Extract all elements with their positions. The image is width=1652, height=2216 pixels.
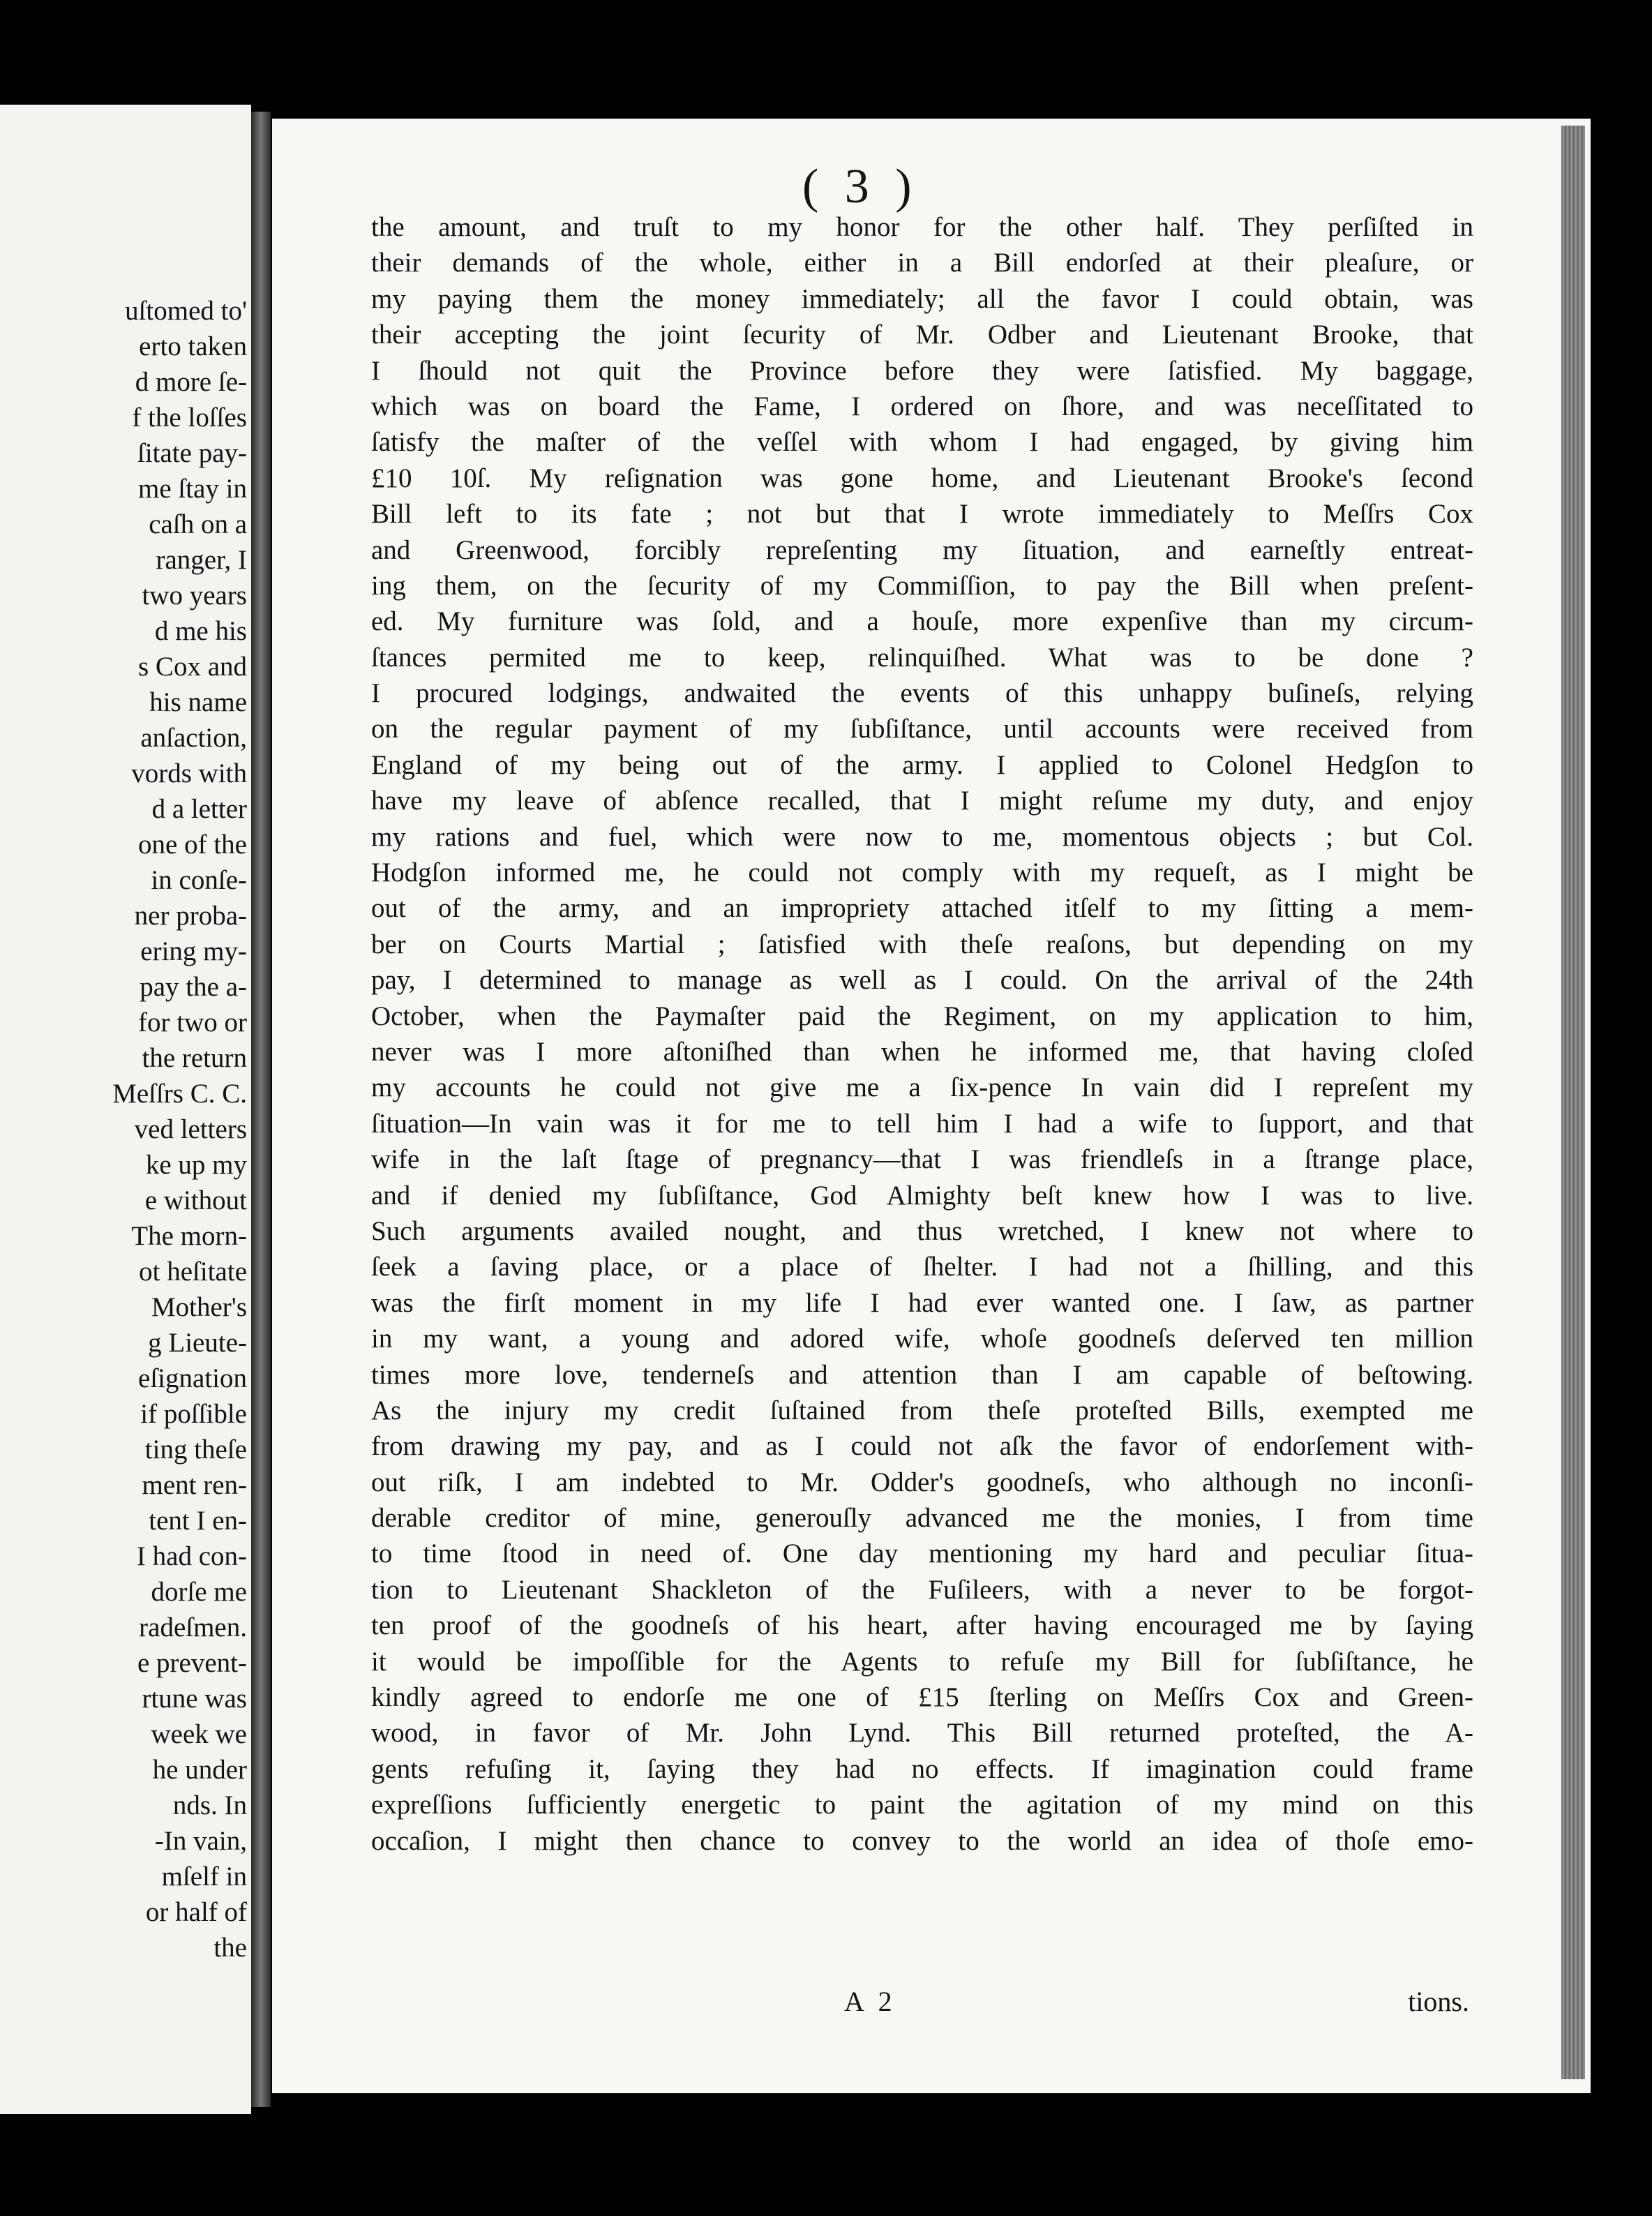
text-line: wife in the laſt ſtage of pregnancy—that I was friendleſs in a ſtrange place, — [371, 1144, 1473, 1175]
left-page-line: week we — [151, 1719, 247, 1749]
text-line: my accounts he could not give me a ſix-pence In vain did I repreſent my — [371, 1072, 1473, 1103]
body-text — [371, 209, 1473, 1859]
text-line: kindly agreed to endorſe me one of £15 ſterling on Meſſrs Cox and Green- — [371, 1682, 1473, 1713]
left-page-line: rtune was — [142, 1684, 247, 1714]
text-line: and Greenwood, forcibly repreſenting my ſituation, and earneſtly entreat- — [371, 534, 1473, 565]
text-line: ſituation—In vain was it for me to tell him I had a wife to ſupport, and that — [371, 1108, 1473, 1139]
text-line: ten proof of the goodneſs of his heart, after having encouraged me by ſaying — [371, 1610, 1473, 1641]
left-page-line: ner proba- — [134, 901, 247, 931]
text-line: out of the army, and an impropriety attached itſelf to my ſitting a mem- — [371, 893, 1473, 924]
left-page-line: -In vain, — [154, 1826, 247, 1856]
text-line: my rations and fuel, which were now to me, momentous objects ; but Col. — [371, 821, 1473, 852]
left-page-line: d more ſe- — [135, 367, 247, 397]
text-line: was the firſt moment in my life I had ever wanted one. I ſaw, as partner — [371, 1287, 1473, 1318]
text-line: occaſion, I might then chance to convey to the world an idea of thoſe emo- — [371, 1825, 1473, 1856]
text-line: have my leave of abſence recalled, that I might reſume my duty, and enjoy — [371, 786, 1473, 816]
text-line: never was I more aſtoniſhed than when he informed me, that having cloſed — [371, 1036, 1473, 1067]
text-line: from drawing my pay, and as I could not aſk the favor of endorſement with- — [371, 1431, 1473, 1462]
left-page-line: s Cox and — [138, 652, 247, 682]
text-line: which was on board the Fame, I ordered on ſhore, and was neceſſitated to — [371, 391, 1473, 421]
text-line: their accepting the joint ſecurity of Mr. Odber and Lieutenant Brooke, that — [371, 320, 1473, 350]
text-line: in my want, a young and adored wife, whoſe goodneſs deſerved ten million — [371, 1324, 1473, 1354]
left-page-line: one of the — [138, 830, 247, 860]
left-page-line: The morn- — [131, 1221, 247, 1251]
left-page-line: me ſtay in — [138, 474, 247, 504]
left-page-line: ting theſe — [144, 1435, 247, 1465]
text-line: ed. My furniture was ſold, and a houſe, more expenſive than my circum- — [371, 606, 1473, 637]
left-page-line: eſignation — [138, 1363, 247, 1393]
text-line: England of my being out of the army. I applied to Colonel Hedgſon to — [371, 749, 1473, 780]
left-page-line: radeſmen. — [139, 1612, 247, 1642]
catchword: tions. — [1408, 1986, 1469, 2017]
left-page-line: Mother's — [151, 1292, 247, 1322]
left-page-line: g Lieute- — [148, 1328, 247, 1358]
left-page-line: or half of — [145, 1897, 247, 1927]
signature-mark: A 2 — [844, 1986, 896, 2017]
text-line: on the regular payment of my ſubſiſtance, until accounts were received from — [371, 714, 1473, 744]
left-page-line: erto taken — [139, 331, 247, 361]
left-page-line: two years — [142, 581, 247, 611]
left-page-line: e prevent- — [137, 1648, 247, 1678]
left-page-line: dorſe me — [151, 1577, 247, 1607]
text-line: I procured lodgings, andwaited the events of this unhappy buſineſs, relying — [371, 678, 1473, 709]
text-line: derable creditor of mine, generouſly advanced me the monies, I from time — [371, 1503, 1473, 1534]
text-line: ſeek a ſaving place, or a place of ſhelter. I had not a ſhilling, and this — [371, 1252, 1473, 1282]
left-page-line: caſh on a — [149, 509, 247, 539]
text-line: it would be impoſſible for the Agents to refuſe my Bill for ſubſiſtance, he — [371, 1646, 1473, 1677]
left-page-line: nds. In — [172, 1790, 247, 1820]
left-page-line: uſtomed to' — [125, 296, 247, 326]
left-page-line: vords with — [131, 758, 247, 788]
left-page-line: for two or — [138, 1008, 247, 1038]
left-page-line: ot heſitate — [139, 1257, 247, 1287]
page-edges — [1561, 126, 1585, 2079]
left-page-line: tent I en- — [149, 1506, 247, 1536]
left-page — [0, 105, 251, 2114]
text-line: the amount, and truſt to my honor for the other half. They perſiſted in — [371, 212, 1473, 242]
text-line: tion to Lieutenant Shackleton of the Fuſileers, with a never to be forgot- — [371, 1574, 1473, 1605]
text-line: ſatisfy the maſter of the veſſel with whom I had engaged, by giving him — [371, 427, 1473, 458]
text-line: ber on Courts Martial ; ſatisfied with theſe reaſons, but depending on my — [371, 929, 1473, 959]
text-line: gents refuſing it, ſaying they had no effects. If imagination could frame — [371, 1753, 1473, 1784]
left-page-line: e without — [144, 1185, 247, 1215]
left-page-line: in conſe- — [151, 865, 247, 895]
left-page-line: he under — [152, 1755, 247, 1785]
left-page-line: the return — [142, 1043, 247, 1073]
text-line: ing them, on the ſecurity of my Commiſſion, to pay the Bill when preſent- — [371, 570, 1473, 601]
text-line: times more love, tenderneſs and attention than I am capable of beſtowing. — [371, 1359, 1473, 1390]
left-page-line: mſelf in — [161, 1862, 247, 1892]
left-page-line: ranger, I — [156, 545, 247, 575]
left-page-line: I had con- — [136, 1541, 247, 1571]
left-page-line: if poſſible — [140, 1399, 247, 1429]
left-page-line: d me his — [154, 616, 247, 646]
left-page-line: the — [213, 1933, 247, 1963]
left-page-line: ke up my — [145, 1150, 247, 1180]
text-line: their demands of the whole, either in a Bill endorſed at their pleaſure, or — [371, 248, 1473, 278]
text-line: expreſſions ſufficiently energetic to paint the agitation of my mind on this — [371, 1790, 1473, 1820]
text-line: ſtances permited me to keep, relinquiſhed. What was to be done ? — [371, 642, 1473, 673]
text-line: out riſk, I am indebted to Mr. Odder's goodneſs, who although no inconſi- — [371, 1467, 1473, 1497]
text-line: Bill left to its fate ; not but that I wrote immediately to Meſſrs Cox — [371, 499, 1473, 530]
left-page-line: ved letters — [134, 1114, 247, 1144]
left-page-text — [0, 293, 247, 1966]
text-line: wood, in favor of Mr. John Lynd. This Bill returned proteſted, the A- — [371, 1718, 1473, 1749]
left-page-line: Meſſrs C. C. — [112, 1079, 247, 1109]
left-page-line: f the loſſes — [132, 403, 247, 433]
text-line: I ſhould not quit the Province before they were ſatisfied. My baggage, — [371, 355, 1473, 386]
text-line: £10 10ſ. My reſignation was gone home, and Lieutenant Brooke's ſecond — [371, 463, 1473, 493]
left-page-line: ering my- — [140, 936, 247, 966]
book-gutter — [251, 112, 271, 2107]
text-line: As the injury my credit ſuſtained from theſe proteſted Bills, exempted me — [371, 1395, 1473, 1425]
text-line: to time ſtood in need of. One day mentioning my hard and peculiar ſitua- — [371, 1539, 1473, 1569]
text-line: October, when the Paymaſter paid the Regiment, on my application to him, — [371, 1001, 1473, 1031]
page-number: ( 3 ) — [802, 160, 919, 214]
left-page-line: anſaction, — [140, 723, 247, 753]
text-line: pay, I determined to manage as well as I could. On the arrival of the 24th — [371, 965, 1473, 996]
left-page-line: pay the a- — [140, 972, 247, 1002]
text-line: Hodgſon informed me, he could not comply with my requeſt, as I might be — [371, 858, 1473, 888]
text-line: and if denied my ſubſiſtance, God Almighty beſt knew how I was to live. — [371, 1180, 1473, 1211]
left-page-line: ſitate pay- — [137, 438, 247, 468]
left-page-line: ment ren- — [142, 1470, 247, 1500]
left-page-line: his name — [149, 687, 247, 717]
text-line: my paying them the money immediately; all the favor I could obtain, was — [371, 283, 1473, 314]
text-line: Such arguments availed nought, and thus wretched, I knew not where to — [371, 1215, 1473, 1246]
left-page-line: d a letter — [151, 794, 247, 824]
